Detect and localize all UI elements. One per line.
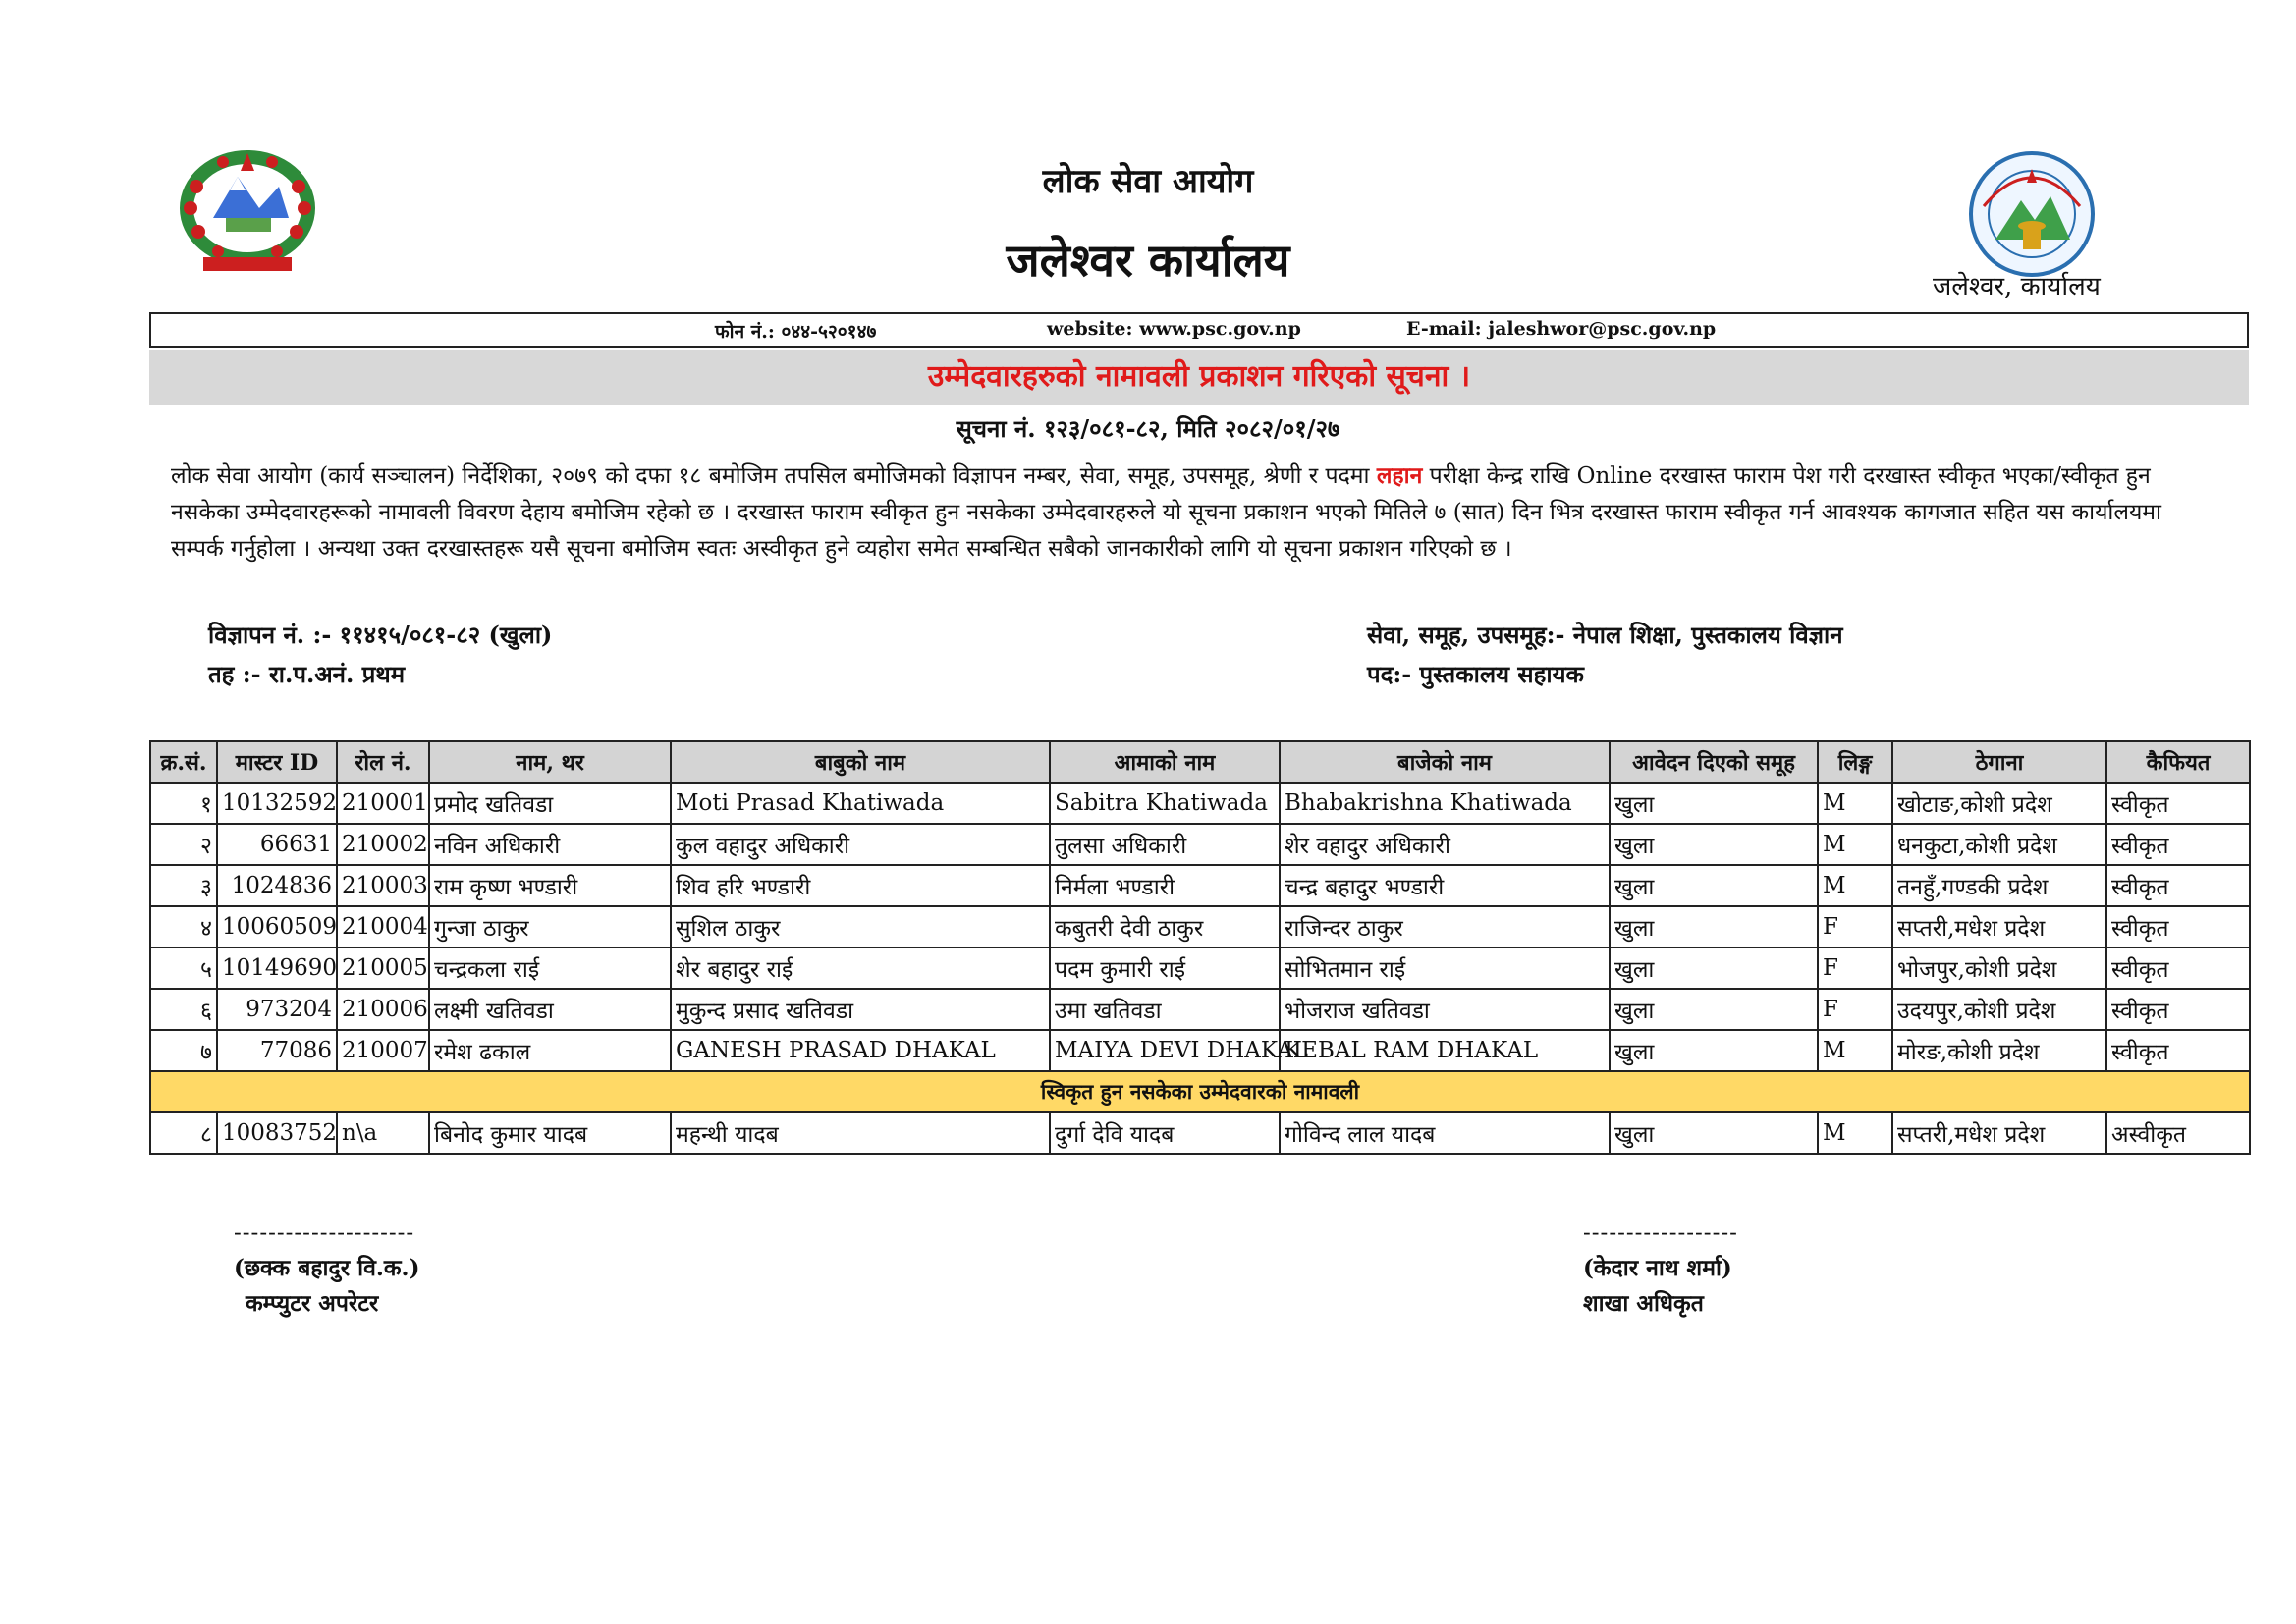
left-signature	[234, 1216, 419, 1322]
table-cell: उमा खतिवडा	[1050, 989, 1280, 1030]
table-row	[150, 865, 2250, 906]
table-cell: 210003	[337, 865, 429, 906]
table-cell: M	[1818, 1112, 1892, 1154]
table-cell: स्वीकृत	[2106, 783, 2250, 824]
rejected-heading-row	[150, 1071, 2250, 1112]
table-cell: सप्तरी,मधेश प्रदेश	[1892, 906, 2106, 947]
org-name: लोक सेवा आयोग	[1042, 162, 1254, 201]
table-cell: ३	[150, 865, 217, 906]
table-cell: पदम कुमारी राई	[1050, 947, 1280, 989]
table-cell: चन्द्र बहादुर भण्डारी	[1280, 865, 1610, 906]
table-cell: 210001	[337, 783, 429, 824]
column-header: बाजेको नाम	[1280, 741, 1610, 783]
website-link[interactable]: website: www.psc.gov.np	[1047, 318, 1301, 340]
table-cell: प्रमोद खतिवडा	[429, 783, 671, 824]
column-header: कैफियत	[2106, 741, 2250, 783]
table-cell: 10083752	[217, 1112, 337, 1154]
table-cell: निर्मला भण्डारी	[1050, 865, 1280, 906]
table-cell: ७	[150, 1030, 217, 1071]
rejected-heading: स्विकृत हुन नसकेका उम्मेदवारको नामावली	[150, 1071, 2250, 1112]
table-cell: राजिन्दर ठाकुर	[1280, 906, 1610, 947]
table-cell: n\a	[337, 1112, 429, 1154]
table-cell: 66631	[217, 824, 337, 865]
table-row	[150, 989, 2250, 1030]
table-cell: गुन्जा ठाकुर	[429, 906, 671, 947]
table-cell: शेर वहादुर अधिकारी	[1280, 824, 1610, 865]
table-cell: खुला	[1610, 783, 1818, 824]
table-cell: F	[1818, 906, 1892, 947]
paragraph-part-1: लोक सेवा आयोग (कार्य सञ्चालन) निर्देशिका, २०७९ को दफा १८ बमोजिम तपसिल बमोजिमको विज्ञापन नम्बर, सेवा, समूह, उपसमूह, श्रेणी र पदमा	[171, 463, 1377, 489]
column-header: रोल नं.	[337, 741, 429, 783]
column-header: क्र.सं.	[150, 741, 217, 783]
column-header: नाम, थर	[429, 741, 671, 783]
table-cell: सोभितमान राई	[1280, 947, 1610, 989]
table-row	[150, 783, 2250, 824]
phone-text: फोन नं.: ०४४-५२०१४७	[715, 321, 877, 343]
right-signatory-title: शाखा अधिकृत	[1583, 1290, 1704, 1317]
candidate-table	[149, 740, 2251, 1155]
table-cell: ५	[150, 947, 217, 989]
column-header: लिङ्ग	[1818, 741, 1892, 783]
advert-number: विज्ञापन नं. :- ११४१५/०८१-८२ (खुला)	[208, 621, 553, 649]
table-cell: धनकुटा,कोशी प्रदेश	[1892, 824, 2106, 865]
table-cell: ८	[150, 1112, 217, 1154]
table-cell: सुशिल ठाकुर	[671, 906, 1050, 947]
table-cell: 210002	[337, 824, 429, 865]
table-cell: दुर्गा देवि यादब	[1050, 1112, 1280, 1154]
column-header: बाबुको नाम	[671, 741, 1050, 783]
table-cell: KEBAL RAM DHAKAL	[1280, 1030, 1610, 1071]
table-cell: १	[150, 783, 217, 824]
table-cell: 10149690	[217, 947, 337, 989]
table-cell: स्वीकृत	[2106, 947, 2250, 989]
table-cell: 77086	[217, 1030, 337, 1071]
table-cell: बिनोद कुमार यादब	[429, 1112, 671, 1154]
paragraph-part-2: परीक्षा केन्द्र राखि Online दरखास्त फाराम पेश गरी दरखास्त स्वीकृत भएका/स्वीकृत हुन नसकेका उम्मेदवारहरूको नामावली विवरण देहाय बमोजिम रहेको छ । दरखास्त फाराम स्वीकृत हुन नसकेका उम्मेदवारहरुले यो सूचना प्रकाशन भएको मितिले ७ (सात) दिन भित्र दरखास्त फाराम स्वीकृत गर्न आवश्यक कागजात सहित यस कार्यालयमा सम्पर्क गर्नुहोला । अन्यथा उक्त दरखास्तहरू यसै सूचना बमोजिम स्वतः अस्वीकृत हुने व्यहोरा समेत सम्बन्धित सबैको जानकारीको लागि यो सूचना प्रकाशन गरिएको छ ।	[171, 463, 2162, 562]
table-cell: 10060509	[217, 906, 337, 947]
table-cell: नविन अधिकारी	[429, 824, 671, 865]
table-cell: स्वीकृत	[2106, 1030, 2250, 1071]
left-signature-line: ---------------------	[234, 1220, 415, 1246]
table-row	[150, 947, 2250, 989]
left-signatory-title: कम्प्युटर अपरेटर	[246, 1290, 379, 1317]
table-cell: खुला	[1610, 824, 1818, 865]
table-cell: MAIYA DEVI DHAKAL	[1050, 1030, 1280, 1071]
email-link[interactable]: E-mail: jaleshwor@psc.gov.np	[1406, 318, 1717, 340]
table-cell: खुला	[1610, 989, 1818, 1030]
table-cell: महन्थी यादब	[671, 1112, 1050, 1154]
table-cell: कुल वहादुर अधिकारी	[671, 824, 1050, 865]
table-cell: सप्तरी,मधेश प्रदेश	[1892, 1112, 2106, 1154]
right-signature	[1583, 1216, 1738, 1322]
table-cell: F	[1818, 947, 1892, 989]
column-header: आवेदन दिएको समूह	[1610, 741, 1818, 783]
right-logo-caption: जलेश्वर, कार्यालय	[1933, 272, 2101, 301]
table-cell: खुला	[1610, 865, 1818, 906]
table-cell: लक्ष्मी खतिवडा	[429, 989, 671, 1030]
table-cell: ४	[150, 906, 217, 947]
right-signature-line: ------------------	[1583, 1220, 1738, 1246]
table-row	[150, 906, 2250, 947]
table-cell: उदयपुर,कोशी प्रदेश	[1892, 989, 2106, 1030]
table-cell: तुलसा अधिकारी	[1050, 824, 1280, 865]
column-header: ठेगाना	[1892, 741, 2106, 783]
table-cell: Moti Prasad Khatiwada	[671, 783, 1050, 824]
table-cell: 210006	[337, 989, 429, 1030]
table-cell: खोटाङ,कोशी प्रदेश	[1892, 783, 2106, 824]
table-cell: 10132592	[217, 783, 337, 824]
table-header-row	[150, 741, 2250, 783]
table-cell: खुला	[1610, 1112, 1818, 1154]
table-cell: भोजराज खतिवडा	[1280, 989, 1610, 1030]
table-cell: २	[150, 824, 217, 865]
contact-bar	[149, 312, 2249, 348]
table-cell: F	[1818, 989, 1892, 1030]
table-cell: M	[1818, 865, 1892, 906]
table-cell: GANESH PRASAD DHAKAL	[671, 1030, 1050, 1071]
table-cell: स्वीकृत	[2106, 824, 2250, 865]
table-row	[150, 1112, 2250, 1154]
table-cell: मुकुन्द प्रसाद खतिवडा	[671, 989, 1050, 1030]
table-cell: Bhabakrishna Khatiwada	[1280, 783, 1610, 824]
left-signatory-name: (छक्क बहादुर वि.क.)	[234, 1255, 420, 1281]
notice-paragraph	[171, 458, 2194, 568]
table-cell: शेर बहादुर राई	[671, 947, 1050, 989]
table-cell: भोजपुर,कोशी प्रदेश	[1892, 947, 2106, 989]
level-text: तह :- रा.प.अनं. प्रथम	[208, 660, 406, 688]
table-cell: स्वीकृत	[2106, 989, 2250, 1030]
table-cell: M	[1818, 1030, 1892, 1071]
table-cell: 973204	[217, 989, 337, 1030]
table-cell: स्वीकृत	[2106, 906, 2250, 947]
table-cell: 210007	[337, 1030, 429, 1071]
table-cell: 1024836	[217, 865, 337, 906]
table-cell: रमेश ढकाल	[429, 1030, 671, 1071]
right-signatory-name: (केदार नाथ शर्मा)	[1583, 1255, 1732, 1281]
table-cell: ६	[150, 989, 217, 1030]
exam-center-highlight: लहान	[1376, 462, 1423, 489]
table-cell: मोरङ,कोशी प्रदेश	[1892, 1030, 2106, 1071]
service-group: सेवा, समूह, उपसमूह:- नेपाल शिक्षा, पुस्तकालय विज्ञान	[1367, 621, 1843, 649]
table-cell: अस्वीकृत	[2106, 1112, 2250, 1154]
table-cell: खुला	[1610, 1030, 1818, 1071]
table-cell: खुला	[1610, 947, 1818, 989]
table-cell: M	[1818, 783, 1892, 824]
table-cell: शिव हरि भण्डारी	[671, 865, 1050, 906]
table-cell: 210004	[337, 906, 429, 947]
post-text: पद:- पुस्तकालय सहायक	[1367, 660, 1584, 688]
column-header: मास्टर ID	[217, 741, 337, 783]
table-row	[150, 824, 2250, 865]
table-cell: चन्द्रकला राई	[429, 947, 671, 989]
table-cell: 210005	[337, 947, 429, 989]
table-row	[150, 1030, 2250, 1071]
notice-title: उम्मेदवारहरुको नामावली प्रकाशन गरिएको सूचना ।	[149, 350, 2249, 405]
table-cell: राम कृष्ण भण्डारी	[429, 865, 671, 906]
table-cell: स्वीकृत	[2106, 865, 2250, 906]
table-cell: गोविन्द लाल यादब	[1280, 1112, 1610, 1154]
table-cell: कबुतरी देवी ठाकुर	[1050, 906, 1280, 947]
table-cell: Sabitra Khatiwada	[1050, 783, 1280, 824]
column-header: आमाको नाम	[1050, 741, 1280, 783]
table-cell: तनहुँ,गण्डकी प्रदेश	[1892, 865, 2106, 906]
table-cell: खुला	[1610, 906, 1818, 947]
notice-number: सूचना नं. १२३/०८१-८२, मिति २०८२/०१/२७	[956, 414, 1340, 443]
table-cell: M	[1818, 824, 1892, 865]
office-name: जलेश्वर कार्यालय	[1006, 234, 1290, 287]
